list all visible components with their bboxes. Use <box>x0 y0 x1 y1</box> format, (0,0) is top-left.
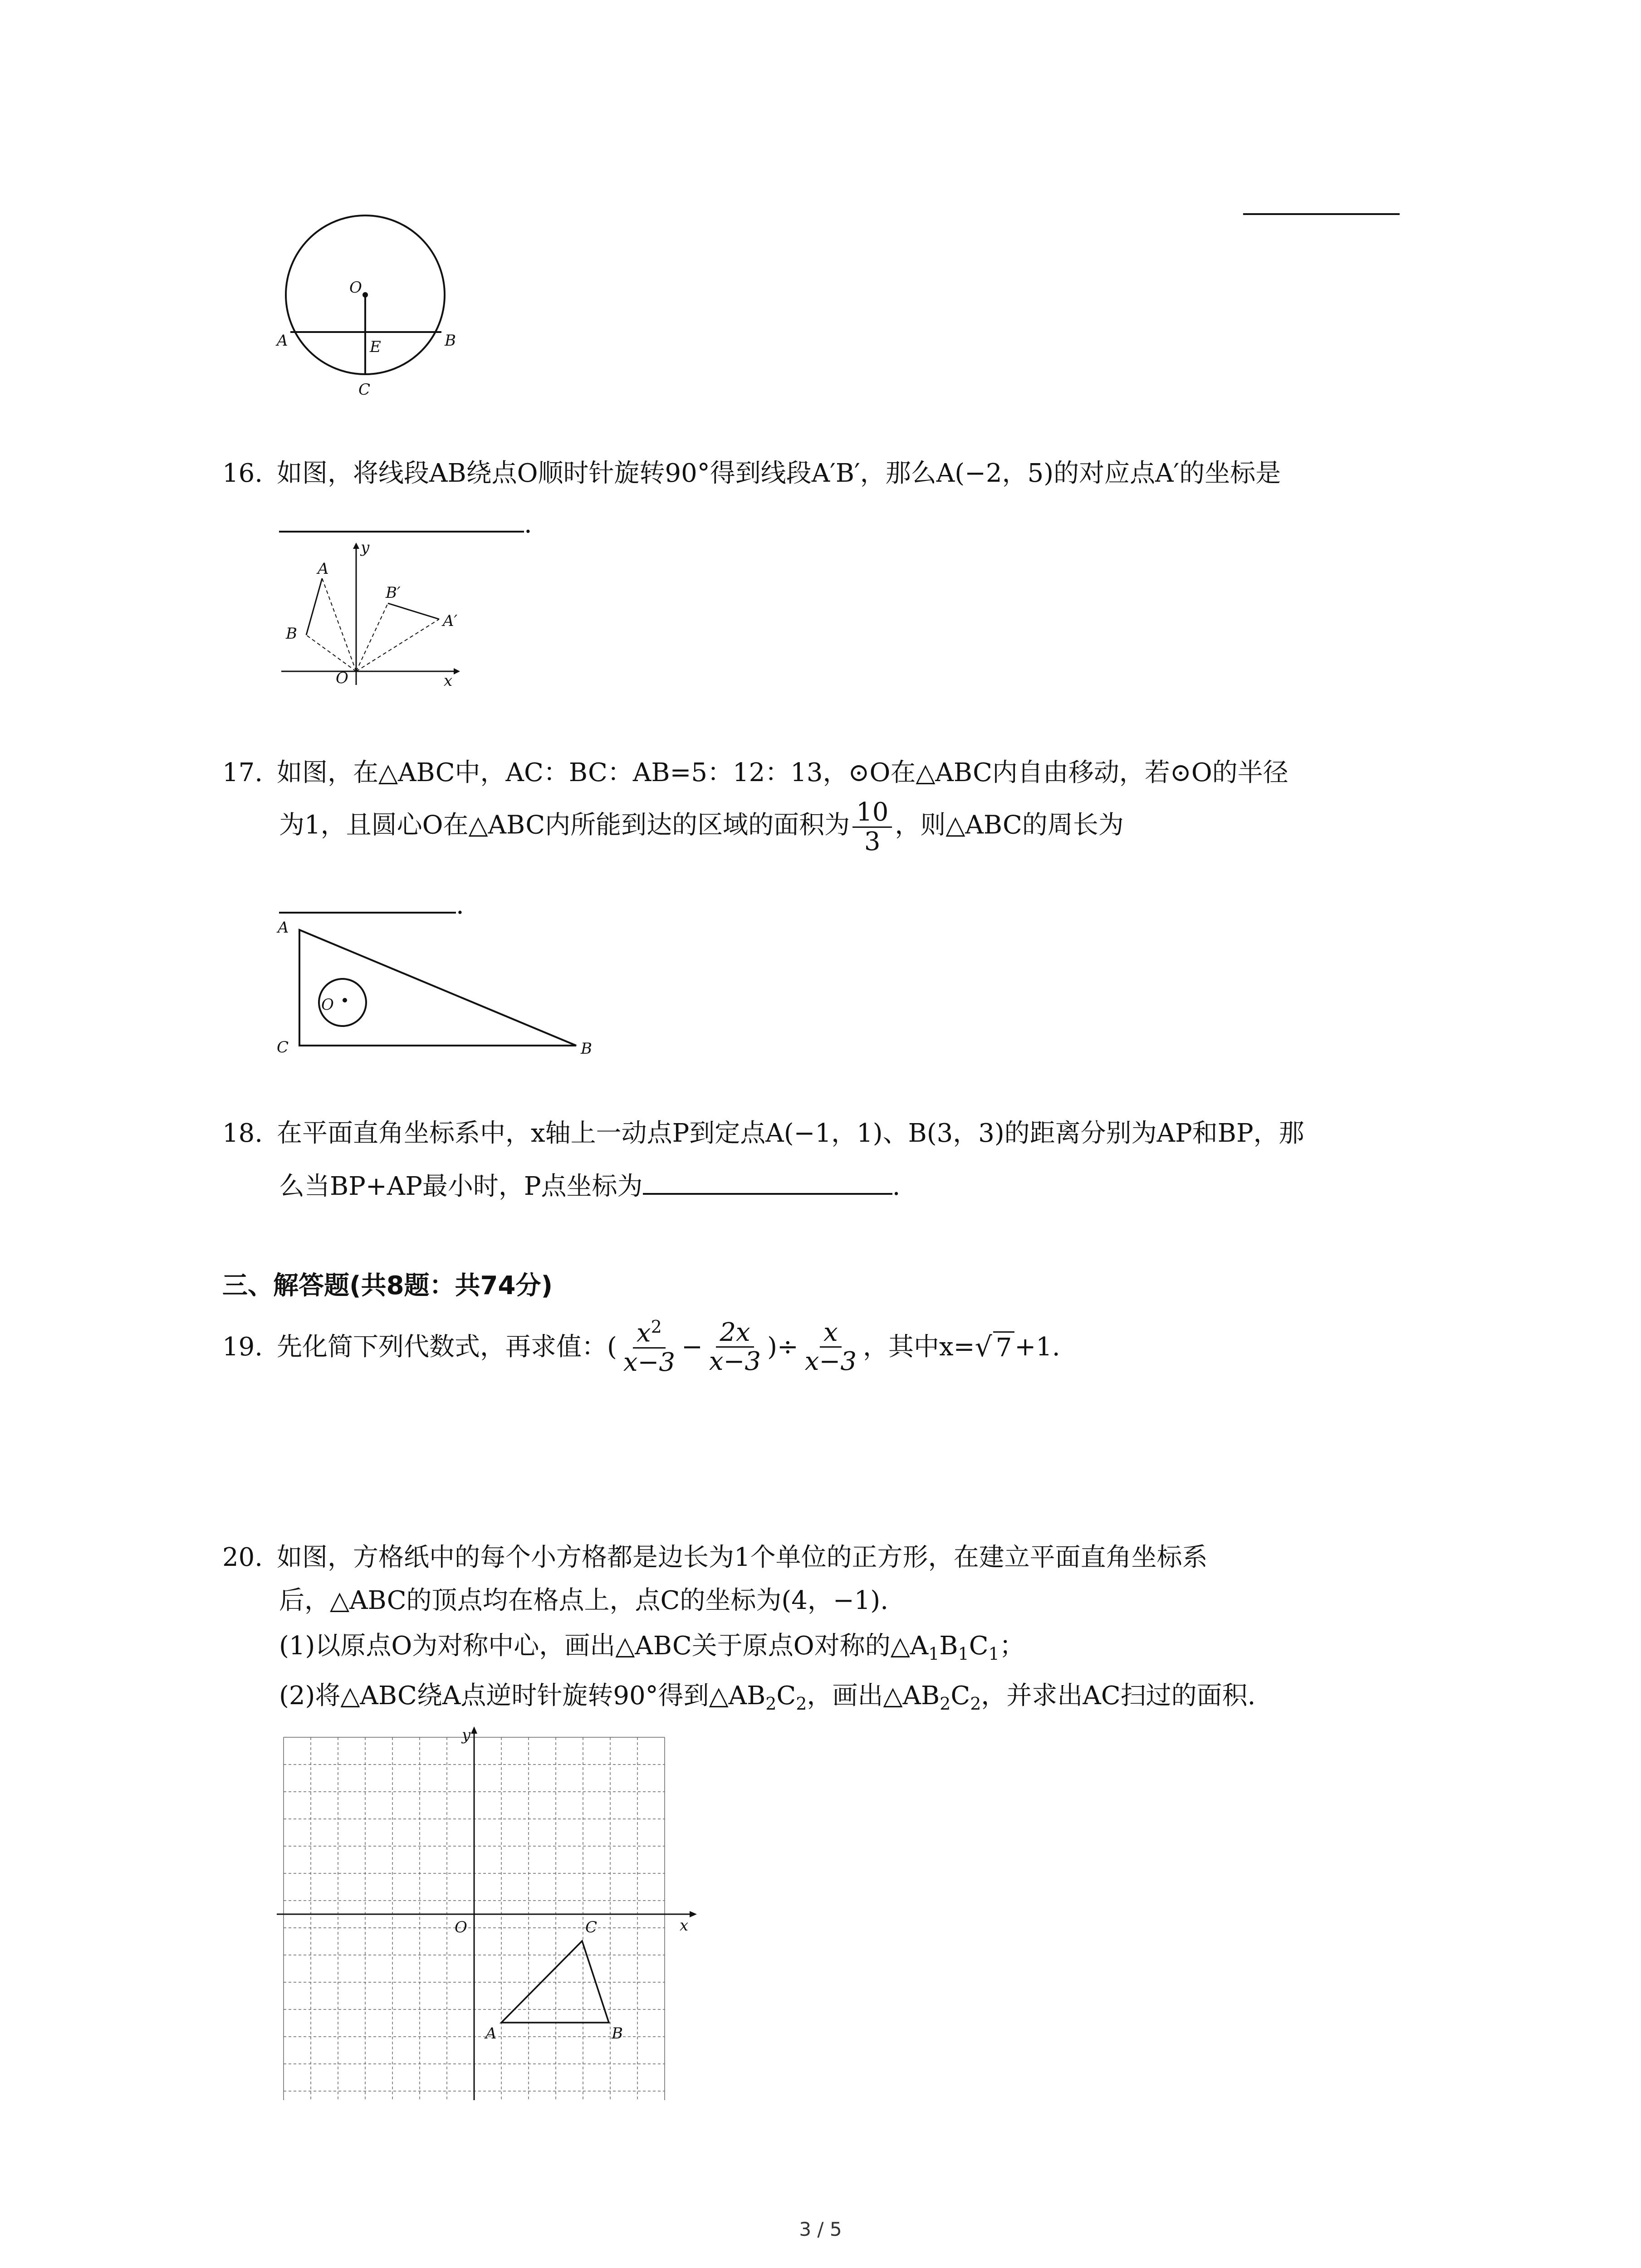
label-a-prime: A′ <box>443 612 458 630</box>
question-text: 如图，将线段AB绕点O顺时针旋转90°得到线段A′B′，那么A(−2，5)的对应点A′的坐标是 <box>277 459 1281 488</box>
triangle-abc <box>299 930 576 1046</box>
period: . <box>456 890 464 920</box>
fraction-x <box>801 1319 860 1376</box>
subscript: 2 <box>796 1694 807 1714</box>
fraction-10-3 <box>852 798 892 855</box>
fraction-numerator: x <box>637 1318 651 1348</box>
label-y: y <box>462 1726 471 1744</box>
question-20-line2 <box>279 1585 888 1616</box>
label-o: O <box>336 669 348 687</box>
question-20-part1 <box>279 1631 1025 1665</box>
center-point <box>362 292 368 298</box>
fraction-numerator: 2x <box>716 1319 754 1348</box>
question-text-line1: 如图，方格纸中的每个小方格都是边长为1个单位的正方形，在建立平面直角坐标系 <box>277 1543 1208 1572</box>
subscript: 2 <box>970 1694 981 1714</box>
exponent: 2 <box>651 1317 662 1337</box>
part1-text: ； <box>999 1631 1025 1661</box>
question-20 <box>222 1542 1208 1573</box>
answer-blank-15 <box>1243 213 1400 215</box>
question-number: 20. <box>222 1543 263 1572</box>
question-18-line2 <box>279 1166 900 1202</box>
question-lead: 先化简下列代数式，再求值：( <box>277 1332 617 1362</box>
answer-blank[interactable] <box>279 503 524 533</box>
part2-text: C <box>776 1681 796 1711</box>
part2-text: (2)将△ABC绕A点逆时针旋转90°得到△AB <box>279 1681 766 1711</box>
sqrt-argument: 7 <box>993 1331 1015 1363</box>
part1-text: C <box>969 1631 989 1661</box>
subscript: 1 <box>958 1644 969 1664</box>
part1-text: (1)以原点O为对称中心，画出△ABC关于原点O对称的△A <box>279 1631 929 1661</box>
label-x: x <box>444 672 453 689</box>
label-c: C <box>585 1918 598 1936</box>
question-tail-b: +1. <box>1014 1332 1060 1362</box>
figure-20-grid <box>272 1724 708 2100</box>
x-arrow <box>454 668 460 675</box>
question-tail-a: ，其中x= <box>862 1332 975 1362</box>
label-a: A <box>277 332 288 350</box>
label-y: y <box>361 540 370 557</box>
question-text-line2a: 为1，且圆心O在△ABC内所能到达的区域的面积为 <box>279 810 850 840</box>
label-o: O <box>349 279 362 297</box>
label-b: B <box>612 2024 623 2043</box>
question-text-line1: 如图，在△ABC中，AC：BC：AB=5：12：13，⊙O在△ABC内自由移动，若⊙O的半径 <box>277 758 1288 787</box>
fraction-2x <box>705 1319 764 1376</box>
figure-17-triangle <box>272 916 599 1066</box>
fraction-denominator: x−3 <box>623 1348 675 1378</box>
part2-text: C <box>950 1681 970 1711</box>
label-b: B <box>445 332 456 350</box>
label-a: A <box>278 919 289 937</box>
section-heading: 三、解答题(共8题：共74分) <box>222 1271 553 1300</box>
x-arrow <box>690 1911 697 1917</box>
subscript: 2 <box>765 1694 777 1714</box>
label-a: A <box>318 560 329 578</box>
label-c: C <box>358 381 371 399</box>
page-number: 3 / 5 <box>799 2218 842 2240</box>
fraction-denominator: 3 <box>864 826 881 856</box>
figure-16-rotation <box>272 540 472 689</box>
question-number: 18. <box>222 1119 263 1148</box>
question-text-line1: 在平面直角坐标系中，x轴上一动点P到定点A(−1，1)、B(3，3)的距离分别为AP和BP，那 <box>277 1119 1304 1148</box>
label-e: E <box>370 338 381 356</box>
answer-blank[interactable] <box>643 1166 892 1195</box>
question-16 <box>222 458 1281 489</box>
fraction-numerator: x <box>820 1319 842 1348</box>
question-number: 19. <box>222 1332 263 1362</box>
label-b-prime: B′ <box>386 584 401 602</box>
label-b: B <box>581 1040 592 1058</box>
fraction-denominator: x−3 <box>709 1347 761 1377</box>
period: . <box>892 1172 901 1201</box>
fraction-numerator: 10 <box>852 798 892 828</box>
label-c: C <box>277 1038 289 1056</box>
part2-text: ，画出△AB <box>807 1681 940 1711</box>
sqrt-symbol: √ <box>975 1331 992 1363</box>
question-19 <box>222 1318 1060 1377</box>
part2-text: ，并求出AC扫过的面积. <box>981 1681 1256 1711</box>
question-20-part2 <box>279 1681 1255 1715</box>
figure-15-circle <box>263 213 481 404</box>
question-number: 16. <box>222 459 263 488</box>
label-o: O <box>455 1918 467 1936</box>
question-text-line2: 么当BP+AP最小时，P点坐标为 <box>279 1172 643 1201</box>
label-x: x <box>680 1916 689 1935</box>
answer-line-17 <box>279 885 464 920</box>
y-arrow <box>471 1726 477 1734</box>
label-a: A <box>485 2024 497 2043</box>
label-b: B <box>286 625 297 643</box>
y-arrow <box>353 543 359 549</box>
question-text-line2b: ，则△ABC的周长为 <box>895 810 1124 840</box>
subscript: 1 <box>928 1644 940 1664</box>
answer-line-16 <box>279 503 532 539</box>
label-o: O <box>321 996 334 1014</box>
triangle-abc <box>501 1941 609 2023</box>
segment-apbp <box>388 603 439 619</box>
division-sign: )÷ <box>767 1332 798 1362</box>
period: . <box>524 509 532 539</box>
question-text-line2: 后，△ABC的顶点均在格点上，点C的坐标为(4，−1). <box>279 1586 889 1615</box>
question-17 <box>222 758 1288 788</box>
subscript: 1 <box>988 1644 999 1664</box>
answer-blank[interactable] <box>279 885 456 914</box>
segment-ab <box>306 578 322 635</box>
part1-text: B <box>939 1631 958 1661</box>
fraction-denominator: x−3 <box>804 1347 857 1377</box>
center-point <box>343 998 347 1002</box>
minus-sign: − <box>681 1332 703 1362</box>
fraction-x2 <box>620 1318 679 1377</box>
subscript: 2 <box>940 1694 951 1714</box>
question-18 <box>222 1118 1304 1149</box>
question-17-line2 <box>279 798 1124 855</box>
question-number: 17. <box>222 758 263 787</box>
